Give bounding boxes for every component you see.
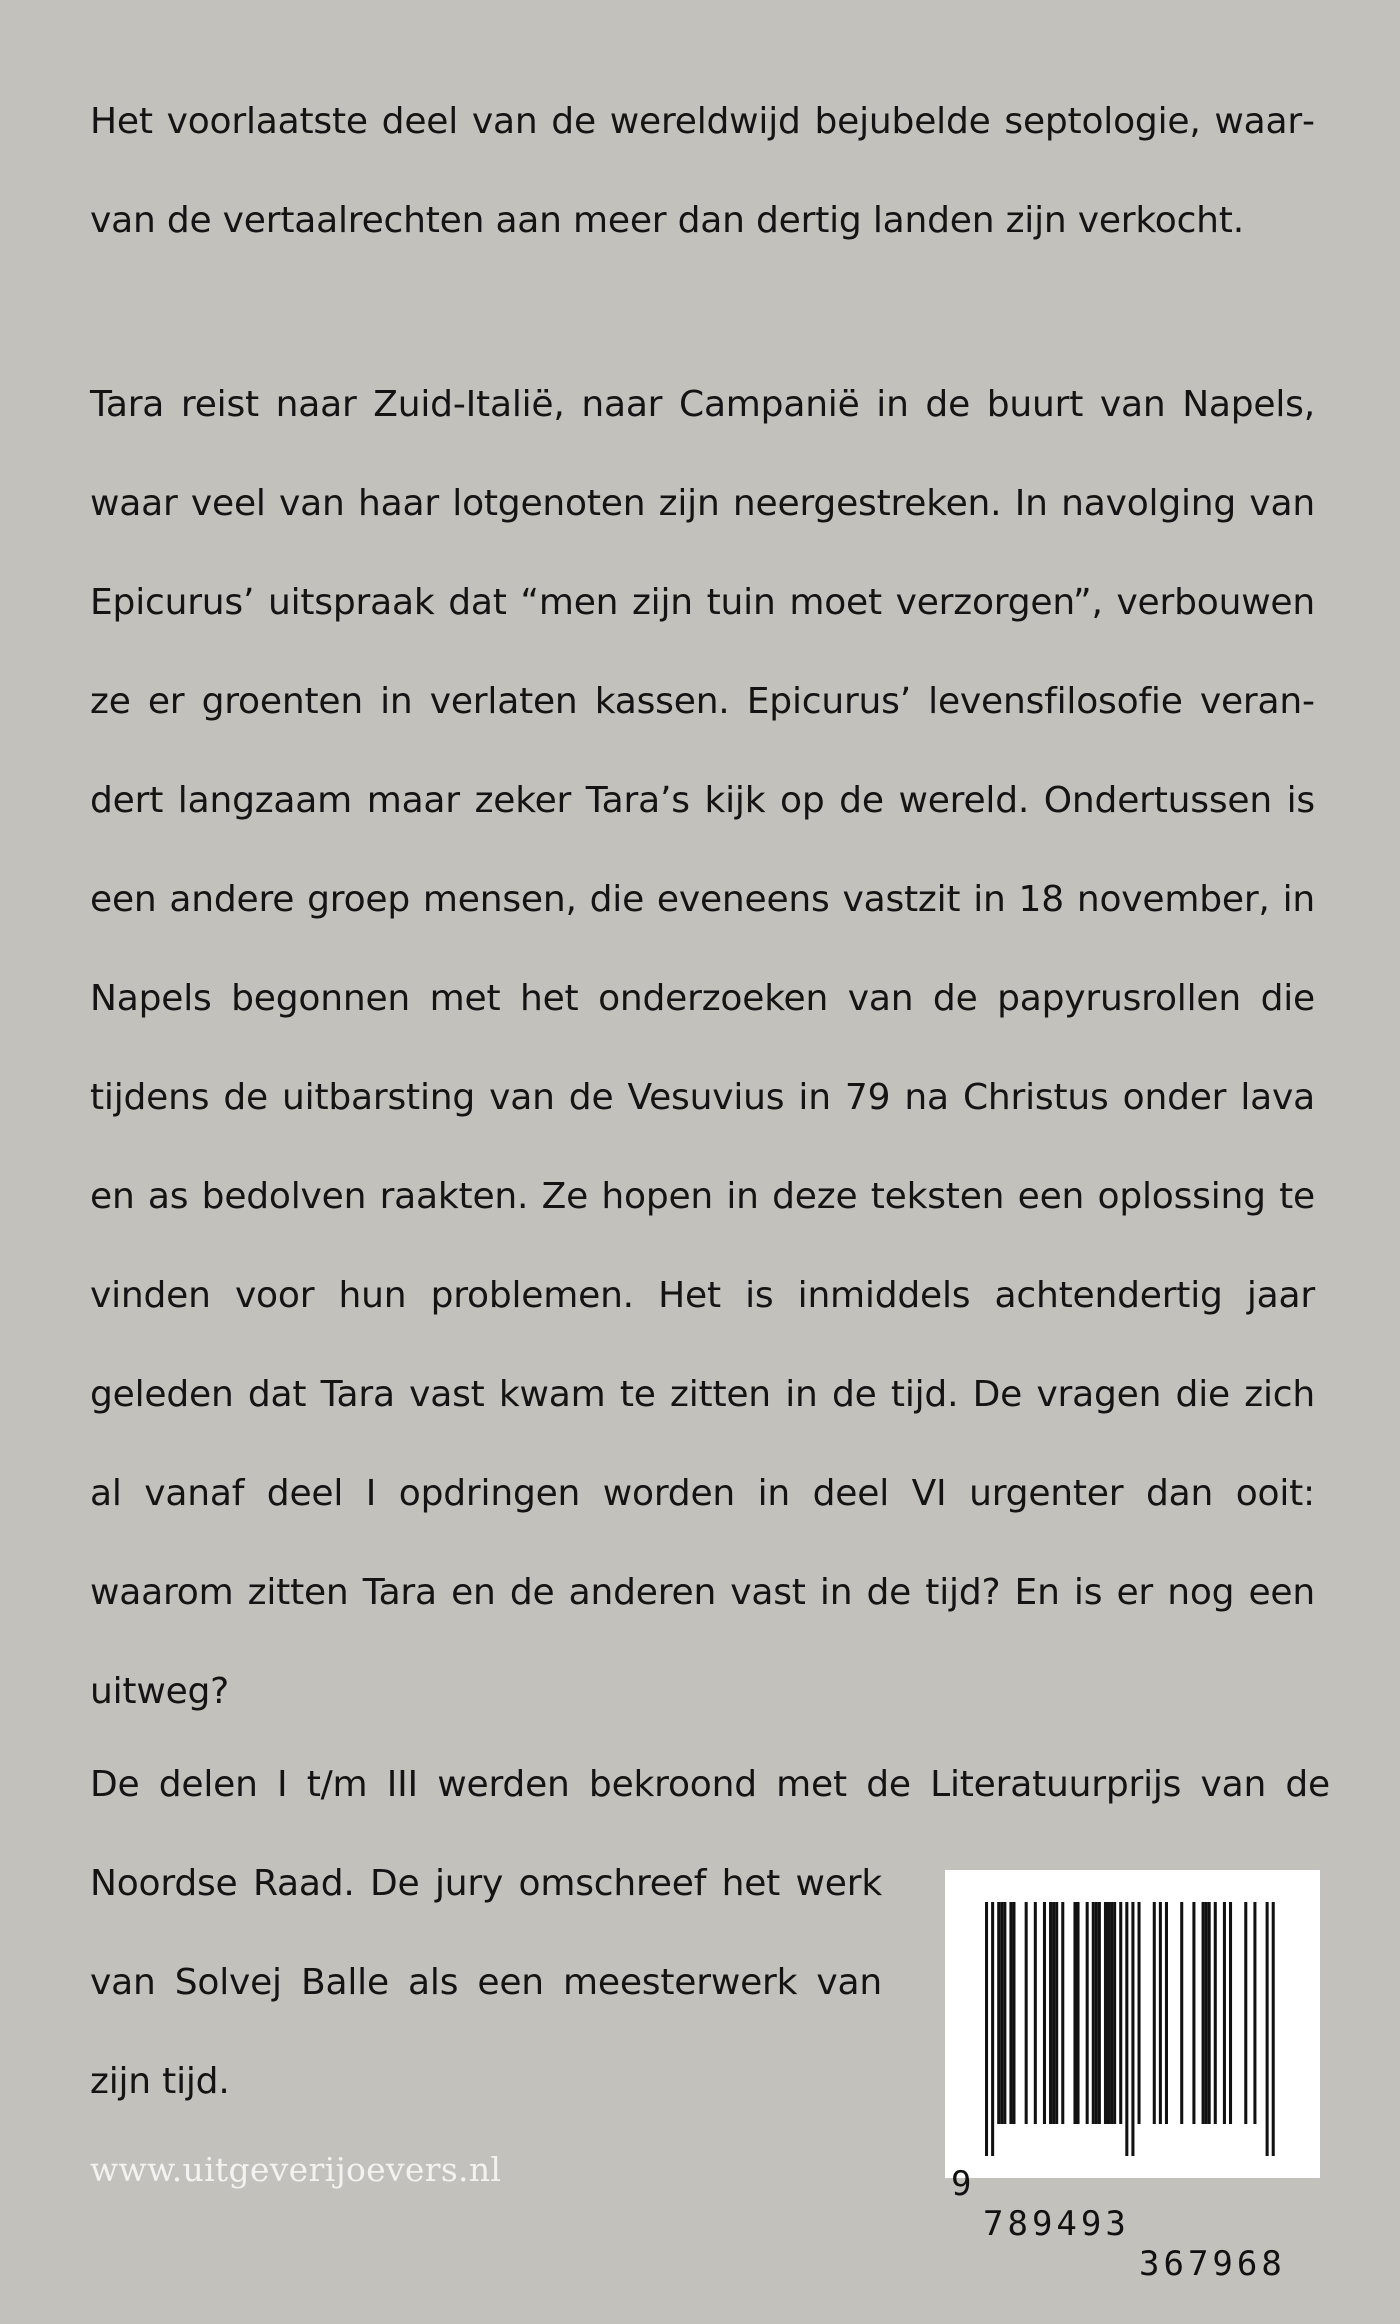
- barcode-bar: [1180, 1902, 1183, 2124]
- barcode-bar: [1223, 1902, 1226, 2124]
- barcode-bar: [1272, 1902, 1275, 2156]
- barcode-bar: [1205, 1902, 1208, 2124]
- barcode-bar: [1003, 1902, 1006, 2124]
- barcode-bar: [1214, 1902, 1217, 2124]
- barcode-bar: [1009, 1902, 1012, 2124]
- barcode-bar: [1052, 1902, 1055, 2124]
- barcode-bar: [1055, 1902, 1058, 2124]
- barcode-bar: [1229, 1902, 1232, 2124]
- award-line: zijn tijd.: [90, 2061, 230, 2102]
- barcode-bar: [1025, 1902, 1028, 2124]
- isbn-right-group: 367968: [1139, 2244, 1286, 2284]
- barcode-bar: [985, 1902, 988, 2156]
- barcode-bar: [1043, 1902, 1046, 2124]
- isbn-number: [945, 2124, 1320, 2284]
- barcode-bar: [1119, 1902, 1122, 2124]
- barcode-bar: [1095, 1902, 1098, 2124]
- barcode-bar: [1253, 1902, 1256, 2124]
- barcode-bar: [1202, 1902, 1205, 2124]
- barcode-bar: [1208, 1902, 1211, 2124]
- barcode-bar: [1125, 1902, 1128, 2156]
- barcode-bar: [1266, 1902, 1269, 2156]
- barcode-bar: [1086, 1902, 1089, 2124]
- publisher-url: www.uitgeverijoevers.nl: [90, 2150, 502, 2189]
- barcode-bar: [1049, 1902, 1052, 2124]
- award-line: van Solvej Balle als een meesterwerk van: [90, 1962, 882, 2003]
- barcode-bar: [1244, 1902, 1247, 2124]
- barcode-bar: [1159, 1902, 1162, 2124]
- barcode-bar: [1012, 1902, 1015, 2124]
- isbn-left-group: 789493: [983, 2204, 1130, 2244]
- blurb-paragraph-synopsis: Tara reist naar Zuid-Italië, naar Campanië in de buurt van Napels, waar veel van haar lotgenoten zijn neergestreken. In navolging van Epicurus’ uitspraak dat “men zijn tuin moet verzorgen”, verbouwen ze er groenten in verlaten kassen. Epicurus’ levensfilosofie verandert langzaam maar zeker Tara’s kijk op de wereld. Ondertussen is een andere groep mensen, die eveneens vastzit in 18 november, in Napels begonnen met het onderzoeken van de papyrusrollen die tijdens de uitbarsting van de Vesuvius in 79 na Christus onder lava en as bedolven raakten. Ze hopen in deze teksten een oplossing te vinden voor hun problemen. Het is inmiddels achtendertig jaar geleden dat Tara vast kwam te zitten in de tijd. De vragen die zich al vanaf deel I opdringen worden in deel VI urgenter dan ooit: waarom zitten Tara en de anderen vast in de tijd? En is er nog een uitweg?: [90, 384, 1315, 1712]
- barcode-bar: [1104, 1902, 1107, 2124]
- barcode-bar: [1061, 1902, 1064, 2124]
- barcode-bar: [1192, 1902, 1195, 2124]
- award-line: De delen I t/m III werden bekroond met de Literatuurprijs van de: [90, 1764, 1330, 1805]
- barcode-bar: [1131, 1902, 1134, 2156]
- barcode-bar: [1092, 1902, 1095, 2124]
- isbn-barcode: [945, 1870, 1320, 2284]
- barcode-bar: [1098, 1902, 1101, 2124]
- blurb-paragraph-intro: Het voorlaatste deel van de wereldwijd bejubelde septologie, waarvan de vertaalrechten aan meer dan dertig landen zijn verkocht.: [90, 101, 1315, 241]
- barcode-bar: [1034, 1902, 1037, 2124]
- barcode-bar: [1110, 1902, 1113, 2124]
- barcode-bar: [1153, 1902, 1156, 2124]
- barcode-bar: [1107, 1902, 1110, 2124]
- award-line: Noordse Raad. De jury omschreef het werk: [90, 1863, 882, 1904]
- barcode-bar: [1113, 1902, 1116, 2124]
- barcode-bar: [1077, 1902, 1080, 2124]
- barcode-bar: [1165, 1902, 1168, 2124]
- barcode-bar: [1138, 1902, 1141, 2124]
- barcode-bar: [991, 1902, 994, 2156]
- barcode-bar: [1000, 1902, 1003, 2124]
- isbn-lead-digit: 9: [951, 2164, 972, 2204]
- barcode-bar: [997, 1902, 1000, 2124]
- barcode-bar: [1073, 1902, 1076, 2124]
